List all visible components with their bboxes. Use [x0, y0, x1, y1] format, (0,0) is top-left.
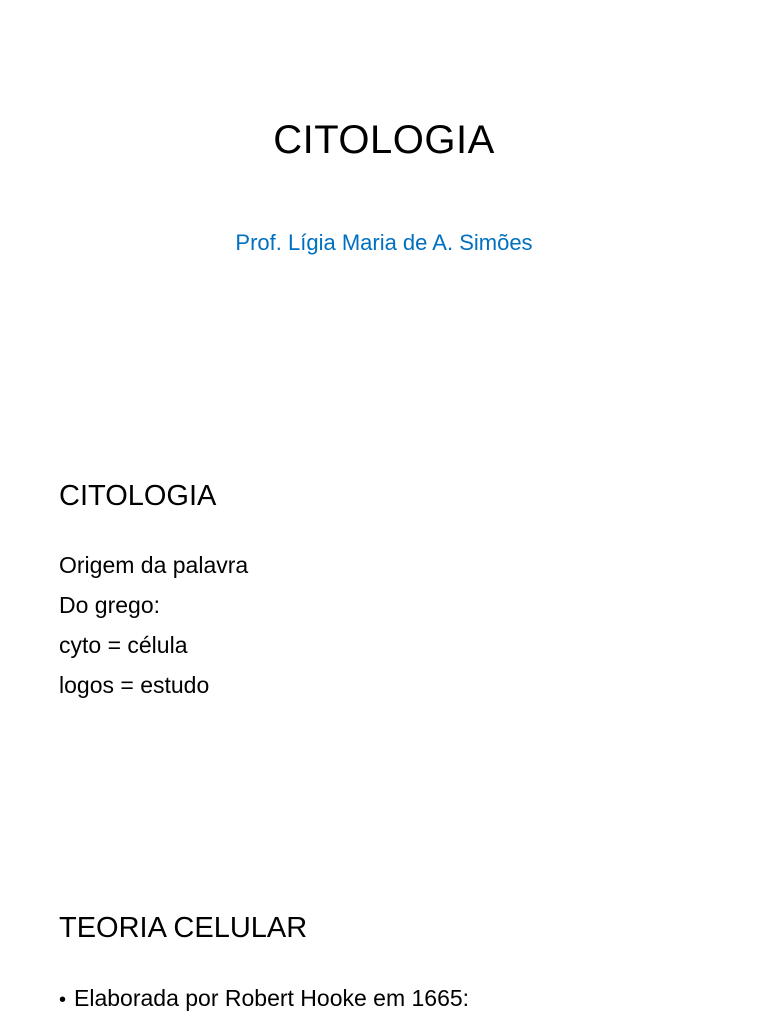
bullet-text: Elaborada por Robert Hooke em 1665: — [74, 985, 470, 1011]
body-line: logos = estudo — [59, 672, 210, 698]
bullet-item — [59, 980, 469, 1018]
word-origin-list — [59, 545, 248, 705]
presenter-name: Prof. Lígia Maria de A. Simões — [235, 230, 533, 255]
teoria-celular-slide — [0, 864, 768, 1024]
bullet-icon: • — [59, 989, 67, 1011]
slide-heading: CITOLOGIA — [59, 480, 217, 512]
body-line: Origem da palavra — [59, 552, 249, 578]
slide-heading: TEORIA CELULAR — [59, 912, 308, 944]
bullet-list — [59, 980, 469, 1018]
title-slide — [0, 0, 768, 380]
body-line: Do grego: — [59, 592, 161, 618]
citologia-slide — [0, 432, 768, 862]
body-line: cyto = célula — [59, 632, 188, 658]
presentation-title: CITOLOGIA — [273, 118, 495, 162]
